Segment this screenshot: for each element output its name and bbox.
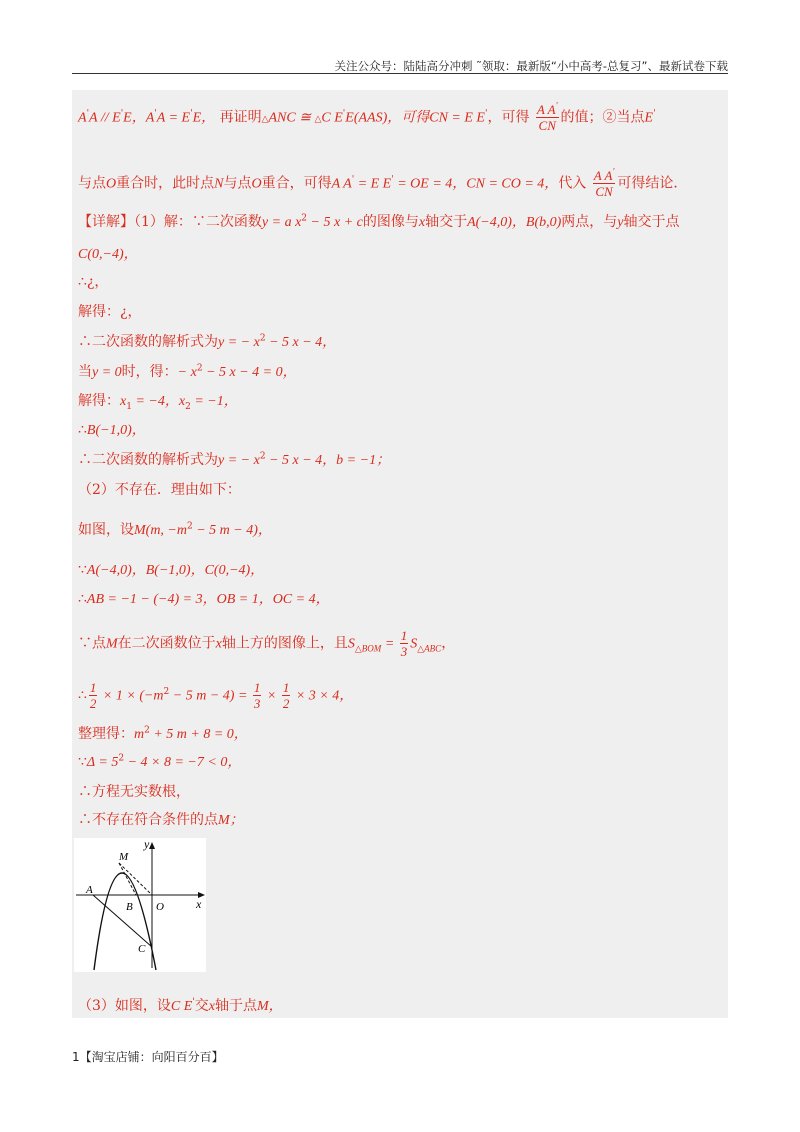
analysis-line-1: [78, 102, 656, 133]
math-text: A A: [331, 176, 352, 192]
fraction: [89, 680, 98, 711]
math-text: x: [418, 215, 426, 230]
subscript: 2: [185, 401, 191, 412]
prime-mark: ': [653, 108, 656, 119]
body-text: ∴二次函数的解析式为: [78, 334, 218, 350]
detail-line-18: [78, 810, 244, 831]
math-text: M，: [257, 999, 283, 1014]
detail-line-8: [78, 420, 146, 441]
fraction-numerator: A A: [593, 168, 613, 183]
math-text: x: [120, 394, 127, 409]
body-text: 轴交于点: [623, 214, 680, 230]
prime-mark: ': [154, 108, 157, 119]
math-text: A = E: [156, 110, 191, 126]
math-text: CN = E E: [429, 110, 485, 126]
math-text: Δ = 5: [86, 755, 119, 770]
fraction-denominator: 3: [400, 644, 408, 659]
fraction: [282, 680, 291, 711]
body-text: 与点: [223, 175, 252, 192]
solution-panel: [72, 90, 728, 1018]
math-text: x: [215, 636, 222, 652]
math-text: E，: [192, 110, 216, 126]
detail-line-11: [78, 560, 264, 581]
body-text: ∵: [78, 562, 87, 578]
body-text: ∴: [78, 591, 87, 607]
parabola-curve: [94, 873, 156, 970]
exponent: 2: [144, 725, 150, 736]
math-text: y = − x: [218, 335, 260, 350]
body-text: 在二次函数位于: [117, 635, 216, 652]
math-text: M；: [218, 813, 244, 828]
fraction-numerator: 1: [89, 680, 97, 695]
label-o: O: [156, 901, 164, 913]
math-text: E: [644, 110, 654, 126]
math-text: C(0,−4)，: [78, 247, 138, 262]
detail-line-16: [78, 752, 241, 773]
math-text: y = 0: [92, 365, 122, 380]
math-text: S: [347, 636, 355, 652]
math-text: × 3 × 4，: [292, 688, 354, 704]
fraction: [593, 168, 616, 199]
fraction-numerator: 1: [282, 680, 290, 695]
prime-mark: ': [120, 108, 124, 119]
body-text: ∵点: [78, 635, 106, 652]
prime-mark: ': [86, 108, 90, 119]
math-text: O: [106, 176, 117, 192]
label-x: x: [196, 897, 202, 911]
body-text: ∴方程无实数根，: [78, 784, 190, 800]
math-text: A(−4,0)，B(−1,0)，C(0,−4)，: [86, 563, 265, 578]
subscript: △ABC: [417, 643, 442, 654]
exponent: 2: [259, 333, 266, 344]
prime-mark: ': [612, 166, 615, 177]
detail-line-1: [78, 212, 680, 233]
body-text: 如图，设: [78, 522, 134, 538]
detail-line-14: [78, 680, 353, 711]
label-m: M: [119, 851, 129, 863]
prime-mark: ': [351, 174, 355, 185]
body-text: （1）解：∵二次函数: [134, 214, 262, 230]
math-text: N: [214, 176, 224, 192]
detail-line-15: [78, 724, 248, 745]
body-text: 交: [194, 998, 209, 1014]
math-text: = −4，: [131, 394, 179, 409]
subscript: 1: [126, 401, 132, 412]
detail-line-3: [78, 272, 108, 292]
math-text: − x: [177, 365, 197, 380]
body-text: 时，得：: [121, 364, 178, 380]
fraction-denominator: 3: [253, 696, 261, 711]
label-a: A: [86, 884, 93, 896]
body-text: ∴: [78, 422, 87, 438]
body-text: ，可得: [487, 109, 530, 126]
fraction-denominator: 2: [89, 696, 97, 711]
math-text: O: [251, 176, 262, 192]
math-text: =: [381, 636, 398, 652]
math-text: E，A: [123, 110, 155, 126]
body-text: 重合时，此时点: [116, 175, 215, 192]
body-text: 重合，可得: [261, 175, 332, 192]
body-text: 代入: [558, 175, 587, 192]
math-text: − 5 m − 4)，: [192, 523, 272, 538]
math-text: M: [106, 636, 118, 652]
prime-mark: ': [192, 997, 195, 1008]
body-text: 的值；②当点: [560, 109, 645, 126]
triangle-icon: △: [314, 114, 322, 125]
body-text: 整理得：: [78, 726, 134, 742]
prime-mark: ': [555, 100, 558, 111]
body-text: 解得：¿，: [78, 304, 142, 320]
body-text: ，: [441, 635, 456, 652]
math-text: y: [617, 215, 624, 230]
fraction: [536, 102, 559, 133]
fraction: [400, 628, 409, 659]
body-text: 再证明: [219, 109, 262, 126]
body-text: 轴上方的图像上，且: [221, 635, 348, 652]
exponent: 2: [301, 213, 308, 224]
fraction-numerator: A A: [536, 102, 556, 117]
detail-line-2: [78, 244, 138, 265]
math-text: − 4 × 8 = −7 < 0，: [124, 755, 242, 770]
label-y: y: [144, 838, 150, 851]
fraction-denominator: 2: [282, 696, 290, 711]
prime-mark: ': [190, 108, 193, 119]
math-text: = −1，: [190, 394, 238, 409]
math-text: ×: [263, 688, 280, 704]
body-text: ∴不存在符合条件的点: [78, 812, 218, 828]
label-c: C: [138, 943, 146, 955]
math-text: S: [410, 636, 418, 652]
math-text: − 5 x + c: [307, 215, 363, 230]
detail-line-9: [78, 450, 390, 471]
page-header: 关注公众号：陆陆高分冲刺 ˜领取：最新版“小中高考-总复习”、最新试卷下载: [334, 59, 728, 73]
math-text: = OE = 4，CN = CO = 4，: [393, 176, 559, 192]
math-text: x: [208, 999, 216, 1014]
math-text: − 5 x − 4，b = −1；: [265, 453, 391, 468]
body-text: 可得结论．: [617, 175, 688, 192]
analysis-line-2: [78, 168, 687, 199]
header-divider: [72, 73, 728, 74]
detail-line-7: [78, 391, 238, 412]
subscript: △BOM: [354, 643, 382, 654]
y-axis-arrow-icon: [149, 842, 155, 849]
triangle-icon: △: [261, 114, 269, 125]
math-text: B(−1,0)，: [86, 423, 146, 438]
math-text: E(AAS)，可得: [345, 110, 430, 126]
detail-line-5: [78, 332, 336, 353]
detail-line-17: [78, 782, 190, 802]
body-text: 两点，与: [561, 214, 618, 230]
math-text: A: [78, 110, 87, 126]
fraction-numerator: 1: [400, 628, 408, 643]
dashed-line-mb: [119, 863, 136, 895]
math-text: − 5 x − 4 = 0，: [202, 365, 297, 380]
detail-line-10: [78, 520, 272, 541]
math-text: − 5 x − 4，: [265, 335, 337, 350]
math-text: x: [178, 394, 186, 409]
fraction-numerator: 1: [253, 680, 261, 695]
detail-line-4: [78, 302, 142, 322]
math-text: ANC ≅: [268, 110, 315, 126]
detail-line-13: [78, 628, 455, 659]
body-text: （2）不存在．理由如下：: [78, 482, 241, 498]
body-text: 与点: [78, 175, 106, 192]
math-text: m: [134, 727, 145, 742]
body-text: ∴: [78, 687, 87, 704]
prime-mark: ': [342, 108, 346, 119]
detail-line-12: [78, 589, 330, 610]
body-text: 轴于点: [215, 998, 258, 1014]
exponent: 2: [187, 521, 193, 532]
exponent: 2: [196, 363, 203, 374]
body-text: 解得：: [78, 393, 120, 409]
label-b: B: [126, 901, 133, 913]
math-text: M(m, −m: [134, 523, 187, 538]
page-footer: 1【淘宝店铺：向阳百分百】: [72, 1050, 224, 1064]
prime-mark: ': [391, 174, 394, 185]
math-text: A // E: [89, 110, 121, 126]
detail-heading: 【详解】: [78, 214, 134, 230]
body-text: 当: [78, 364, 92, 380]
body-text: ∴二次函数的解析式为: [78, 452, 218, 468]
body-text: （3）如图，设: [78, 998, 171, 1014]
body-text: ∵: [78, 754, 87, 770]
prime-mark: ': [484, 108, 488, 119]
math-text: C E: [170, 999, 193, 1014]
fraction: [253, 680, 262, 711]
math-text: A(−4,0)，B(b,0): [467, 215, 562, 230]
body-text: 的图像与: [362, 214, 419, 230]
body-text: ∴¿，: [78, 274, 109, 290]
math-text: × 1 × (−m: [99, 688, 164, 704]
fraction-denominator: CN: [538, 118, 556, 133]
body-text: 轴交于: [425, 214, 468, 230]
math-text: y = − x: [218, 453, 260, 468]
math-text: C E: [321, 110, 343, 126]
exponent: 2: [163, 686, 170, 697]
parabola-figure: [74, 838, 206, 972]
exponent: 2: [259, 451, 266, 462]
detail-line-6: [78, 362, 297, 383]
fraction-denominator: CN: [595, 184, 613, 199]
math-text: = E E: [354, 176, 392, 192]
exponent: 2: [118, 753, 125, 764]
math-text: − 5 m − 4) =: [169, 688, 251, 704]
part-3-heading: [78, 996, 283, 1017]
math-text: y = a x: [261, 215, 302, 230]
math-text: AB = −1 − (−4) = 3，OB = 1，OC = 4，: [86, 592, 330, 607]
part-2-heading: [78, 480, 241, 500]
math-text: + 5 m + 8 = 0，: [149, 727, 248, 742]
